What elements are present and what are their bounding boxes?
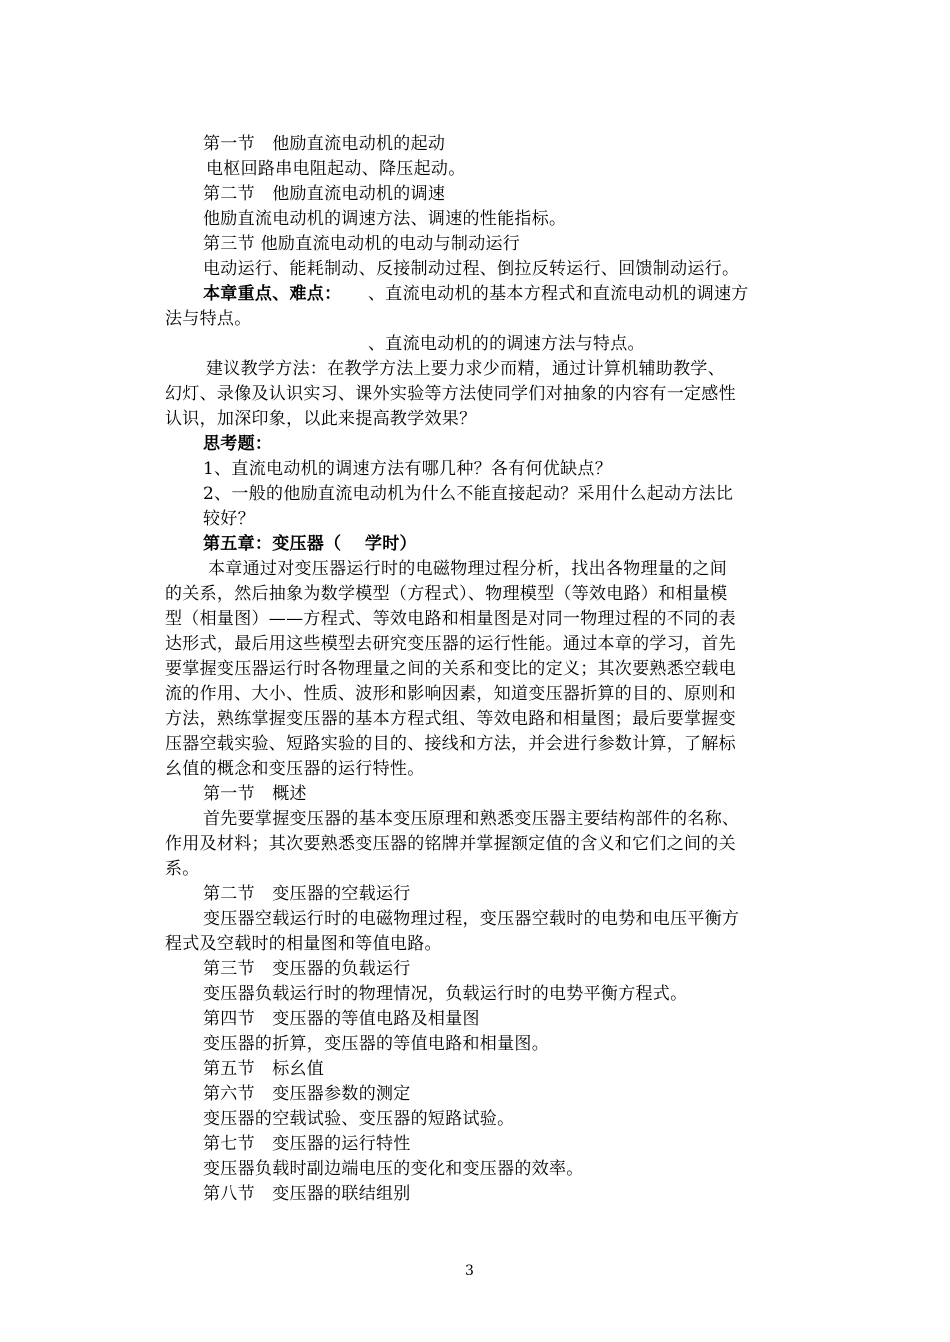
- paragraph-line: 法与特点。: [165, 309, 252, 329]
- paragraph-line: 本章通过对变压器运行时的电磁物理过程分析，找出各物理量的之间: [208, 559, 727, 579]
- paragraph-line: 首先要掌握变压器的基本变压原理和熟悉变压器主要结构部件的名称、: [203, 809, 740, 829]
- chapter-heading: 第五章：变压器（ 学时）: [203, 534, 417, 554]
- paragraph-line: 、直流电动机的的调速方法与特点。: [368, 334, 645, 354]
- paragraph-line: 系。: [165, 859, 200, 879]
- section-heading: 第三节 变压器的负载运行: [203, 959, 411, 979]
- paragraph-line: 较好？: [203, 509, 255, 529]
- paragraph-line: 变压器负载时副边端电压的变化和变压器的效率。: [203, 1159, 584, 1179]
- paragraph-line: 压器空载实验、短路实验的目的、接线和方法，并会进行参数计算，了解标: [165, 734, 736, 754]
- paragraph-line: 流的作用、大小、性质、波形和影响因素，知道变压器折算的目的、原则和: [165, 684, 736, 704]
- section-heading: 第四节 变压器的等值电路及相量图: [203, 1009, 480, 1029]
- paragraph-line: 、直流电动机的基本方程式和直流电动机的调速方: [368, 284, 749, 304]
- paragraph-line: 幺值的概念和变压器的运行特性。: [165, 759, 425, 779]
- paragraph-line: 建议教学方法：在教学方法上要力求少而精，通过计算机辅助教学、: [206, 359, 725, 379]
- section-heading: 第二节 他励直流电动机的调速: [203, 184, 446, 204]
- paragraph-line: 变压器空载运行时的电磁物理过程，变压器空载时的电势和电压平衡方: [203, 909, 740, 929]
- paragraph-line: 程式及空载时的相量图和等值电路。: [165, 934, 442, 954]
- questions-heading: 思考题：: [203, 434, 273, 454]
- section-heading: 第三节 他励直流电动机的电动与制动运行: [203, 234, 521, 254]
- paragraph-line: 作用及材料；其次要熟悉变压器的铭牌并掌握额定值的含义和它们之间的关: [165, 834, 736, 854]
- paragraph-line: 认识，加深印象，以此来提高教学效果？: [165, 409, 477, 429]
- page-number: 3: [465, 1263, 474, 1279]
- paragraph-line: 电动运行、能耗制动、反接制动过程、倒拉反转运行、回馈制动运行。: [203, 259, 740, 279]
- paragraph-line: 变压器的折算，变压器的等值电路和相量图。: [203, 1034, 549, 1054]
- question-item: 2、一般的他励直流电动机为什么不能直接起动？采用什么起动方法比: [203, 484, 734, 504]
- paragraph-line: 他励直流电动机的调速方法、调速的性能指标。: [203, 209, 567, 229]
- paragraph-line: 的关系，然后抽象为数学模型（方程式）、物理模型（等效电路）和相量模: [165, 584, 728, 604]
- question-item: 1、直流电动机的调速方法有哪几种？各有何优缺点？: [203, 459, 613, 479]
- key-points-label: 本章重点、难点：: [203, 284, 342, 304]
- section-heading: 第一节 概述: [203, 784, 307, 804]
- section-heading: 第六节 变压器参数的测定: [203, 1084, 411, 1104]
- paragraph-line: 型（相量图）——方程式、等效电路和相量图是对同一物理过程的不同的表: [165, 609, 736, 629]
- section-heading: 第二节 变压器的空载运行: [203, 884, 411, 904]
- section-heading: 第七节 变压器的运行特性: [203, 1134, 411, 1154]
- paragraph-line: 变压器负载运行时的物理情况，负载运行时的电势平衡方程式。: [203, 984, 688, 1004]
- paragraph-line: 要掌握变压器运行时各物理量之间的关系和变比的定义；其次要熟悉空载电: [165, 659, 736, 679]
- paragraph-line: 幻灯、录像及认识实习、课外实验等方法使同学们对抽象的内容有一定感性: [165, 384, 736, 404]
- section-heading: 第五节 标幺值: [203, 1059, 325, 1079]
- section-heading: 第一节 他励直流电动机的起动: [203, 134, 446, 154]
- section-heading: 第八节 变压器的联结组别: [203, 1184, 411, 1204]
- paragraph-line: 方法，熟练掌握变压器的基本方程式组、等效电路和相量图；最后要掌握变: [165, 709, 736, 729]
- paragraph-line: 电枢回路串电阻起动、降压起动。: [206, 159, 466, 179]
- paragraph-line: 达形式，最后用这些模型去研究变压器的运行性能。通过本章的学习，首先: [165, 634, 736, 654]
- paragraph-line: 变压器的空载试验、变压器的短路试验。: [203, 1109, 515, 1129]
